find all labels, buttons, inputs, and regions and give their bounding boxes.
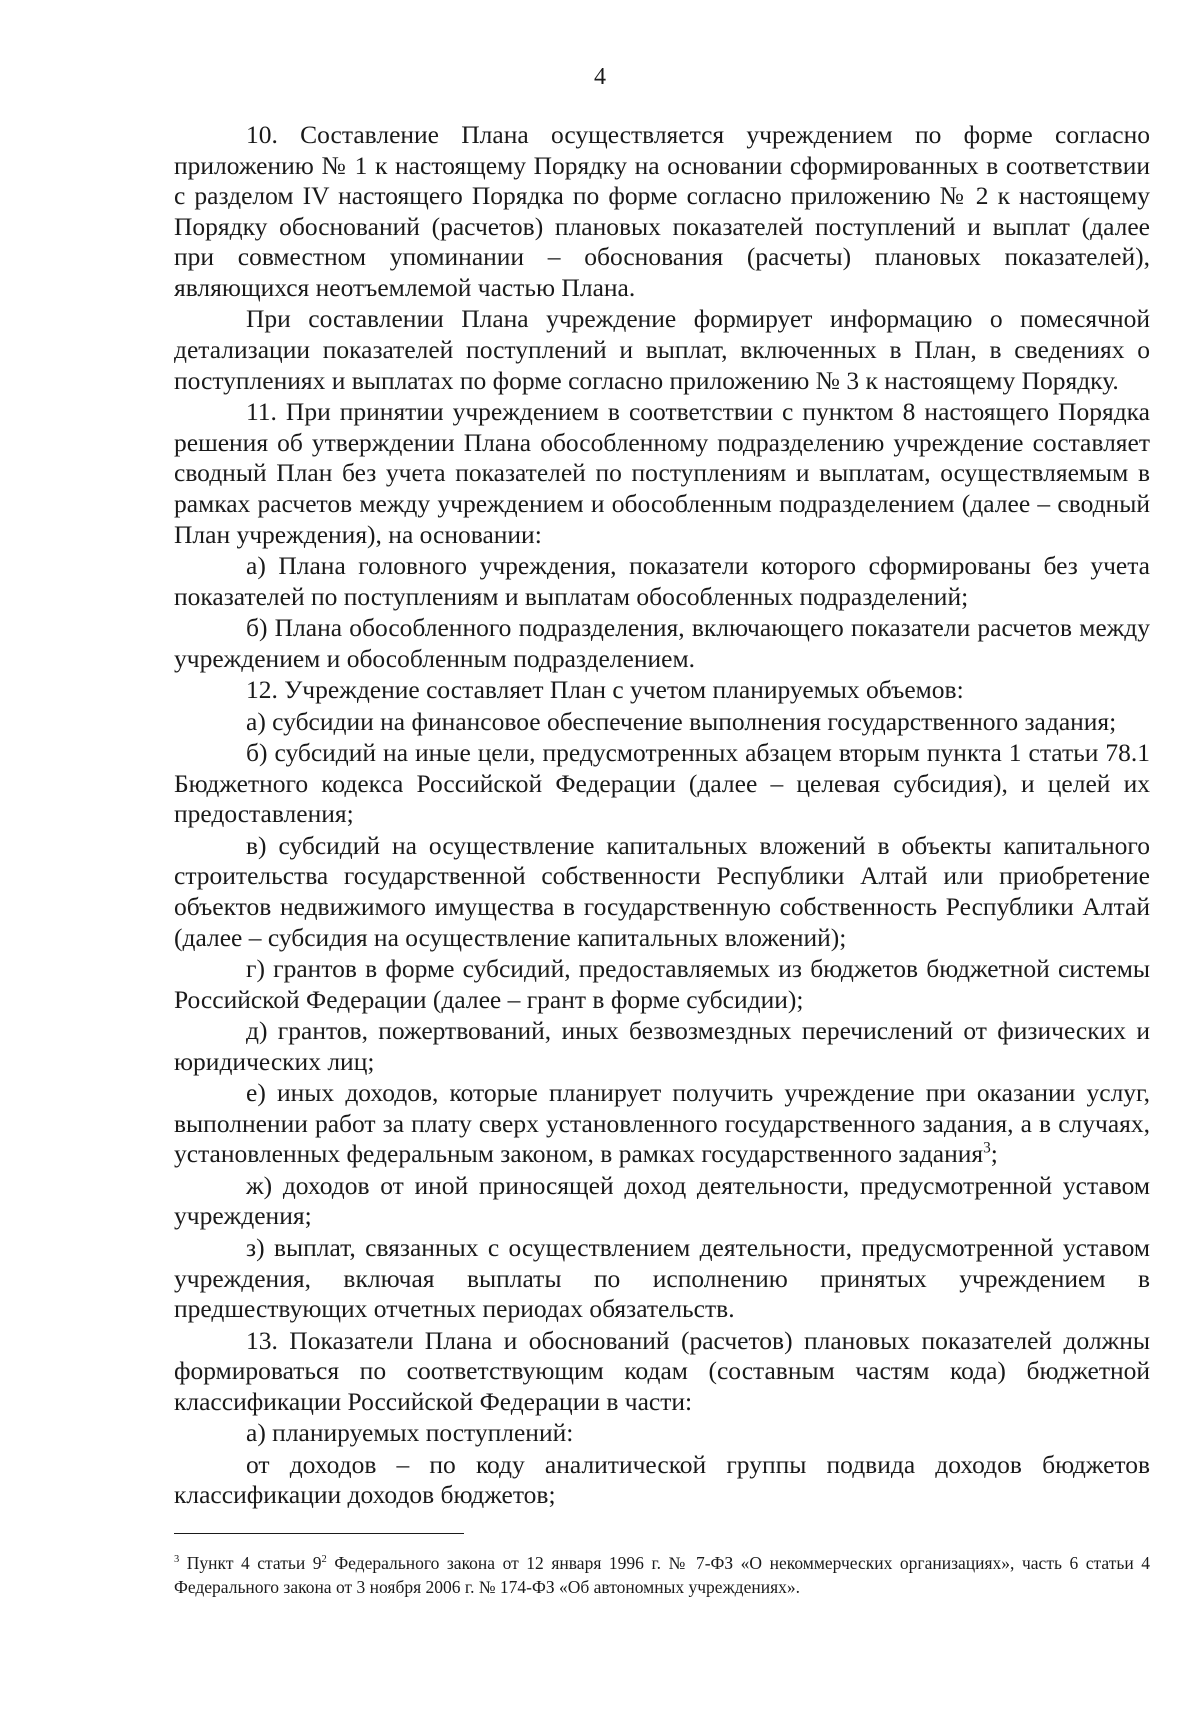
paragraph-12-e-text: е) иных доходов, которые планирует получить учреждение при оказании услуг, выполнении работ за плату сверх установленного государственного задания, а в случаях, установленных федеральным законом, в рамках государственного задания (174, 1078, 1150, 1169)
paragraph-12-z: з) выплат, связанных с осуществлением деятельности, предусмотренной уставом учреждения, включая выплаты по исполнению принятых учреждением в предшествующих отчетных периодах обязательств. (174, 1232, 1150, 1324)
paragraph-12-b: б) субсидий на иные цели, предусмотренных абзацем вторым пункта 1 статьи 78.1 Бюджетного кодекса Российской Федерации (далее – целевая субсидия), и целей их предоставления; (174, 738, 1150, 829)
paragraph-13: 13. Показатели Плана и обоснований (расчетов) плановых показателей должны формироваться по соответствующим кодам (составным частям кода) бюджетной классификации Российской Федерации в части: (174, 1325, 1150, 1416)
footnote-text-part1: Пункт 4 статьи 9 (179, 1553, 322, 1573)
paragraph-12-e (174, 1078, 1150, 1170)
paragraph-12-v: в) субсидий на осуществление капитальных вложений в объекты капитального строительства государственной собственности Республики Алтай или приобретение объектов недвижимого имущества в государственную собственность Республики Алтай (далее – субсидия на осуществление капитальных вложений); (174, 830, 1150, 952)
paragraph-12-g: г) грантов в форме субсидий, предоставляемых из бюджетов бюджетной системы Российской Федерации (далее – грант в форме субсидии); (174, 954, 1150, 1014)
paragraph-10: 10. Составление Плана осуществляется учреждением по форме согласно приложению № 1 к настоящему Порядку на основании сформированных в соответствии с разделом IV настоящего Порядка по форме согласно приложению № 2 к настоящему Порядку обоснований (расчетов) плановых показателей поступлений и выплат (далее при совместном упоминании – обоснования (расчеты) плановых показателей), являющихся неотъемлемой частью Плана. (174, 120, 1150, 302)
footnote-separator (174, 1533, 464, 1534)
paragraph-12: 12. Учреждение составляет План с учетом планируемых объемов: (246, 675, 964, 705)
footnote-mark: 3 (174, 1554, 180, 1566)
document-body (174, 120, 1150, 1512)
paragraph-12-a: а) субсидии на финансовое обеспечение выполнения государственного задания; (246, 706, 1117, 736)
paragraph-12-zh: ж) доходов от иной приносящей доход деятельности, предусмотренной уставом учреждения; (174, 1170, 1150, 1231)
paragraph-11-b: б) Плана обособленного подразделения, включающего показатели расчетов между учреждением и обособленным подразделением. (174, 613, 1150, 673)
paragraph-10-monthly-detail: При составлении Плана учреждение формирует информацию о помесячной детализации показателей поступлений и выплат, включенных в План, в сведениях о поступлениях и выплатах по форме согласно приложению № 3 к настоящему Порядку. (174, 304, 1150, 395)
paragraph-12-e-trailing: ; (990, 1139, 998, 1169)
paragraph-11: 11. При принятии учреждением в соответствии с пунктом 8 настоящего Порядка решения об утверждении Плана обособленному подразделению учреждение составляет сводный План без учета показателей по поступлениям и выплатам, осуществляемым в рамках расчетов между учреждением и обособленным подразделением (далее – сводный План учреждения), на основании: (174, 397, 1150, 549)
footnote (174, 1551, 1150, 1599)
footnote-superscript: 2 (321, 1554, 327, 1566)
page-number: 4 (594, 64, 606, 90)
footnote-text-part2: Федерального закона от 12 января 1996 г. № 7-ФЗ «О некоммерческих организациях», часть 6 статьи 4 Федерального закона от 3 ноября 2006 г. № 174-ФЗ «Об автономных учреждениях». (174, 1553, 1150, 1597)
paragraph-11-a: а) Плана головного учреждения, показатели которого сформированы без учета показателей по поступлениям и выплатам обособленных подразделений; (174, 550, 1150, 611)
paragraph-12-d: д) грантов, пожертвований, иных безвозмездных перечислений от физических и юридических лиц; (174, 1016, 1150, 1076)
paragraph-13-a-income: от доходов – по коду аналитической группы подвида доходов бюджетов классификации доходов бюджетов; (174, 1449, 1150, 1510)
paragraph-13-a: а) планируемых поступлений: (246, 1418, 574, 1448)
footnote-reference[interactable]: 3 (983, 1139, 991, 1157)
